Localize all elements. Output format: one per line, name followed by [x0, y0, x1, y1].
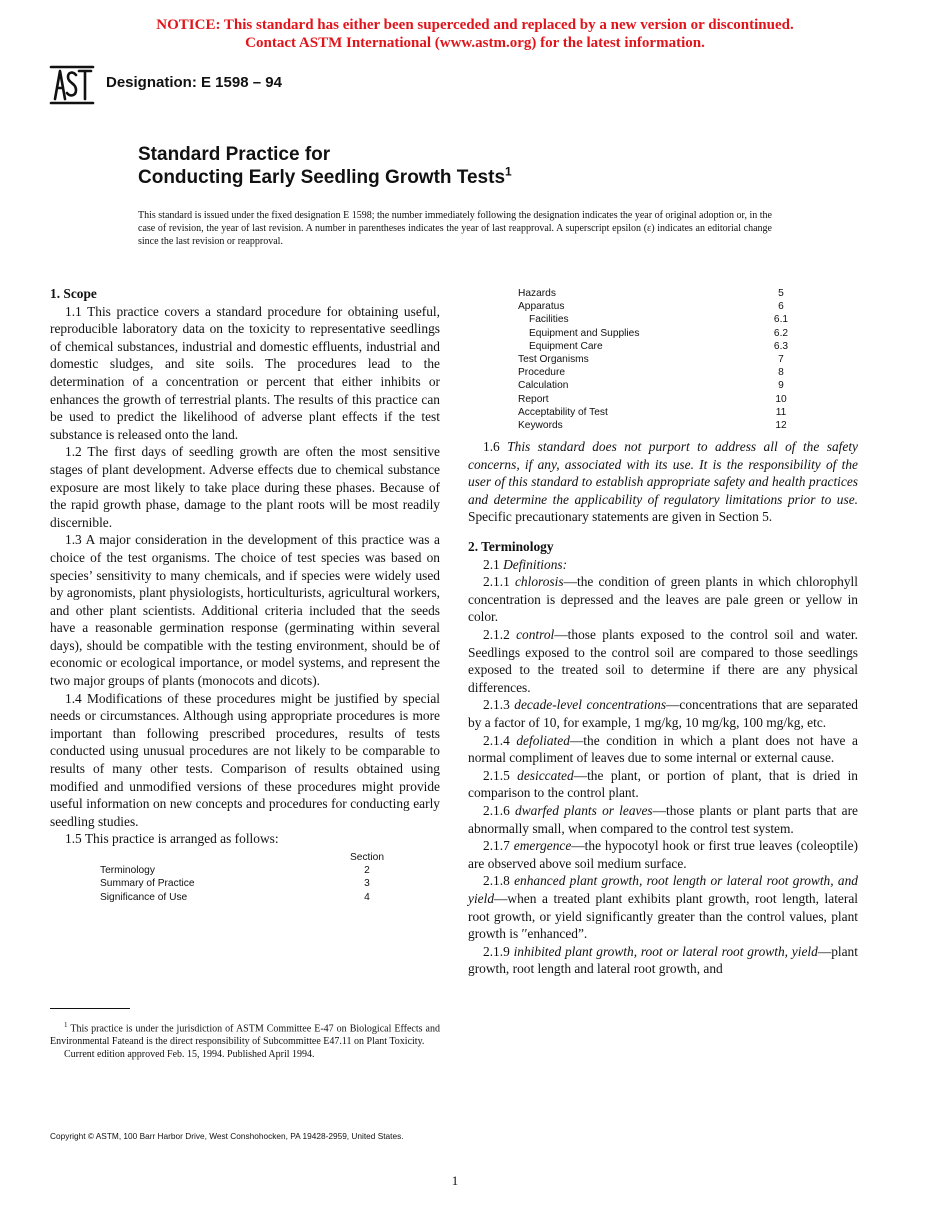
paragraph-number: 2.1: [483, 556, 504, 572]
contents-section-number: 6: [778, 301, 784, 313]
definition-term: defoliated: [516, 732, 570, 748]
paragraph-number: 1.6: [483, 439, 508, 455]
contents-header-section: Section: [350, 852, 384, 863]
definition-item: [468, 732, 858, 767]
contents-label: Summary of Practice: [100, 878, 195, 890]
contents-row: [50, 864, 440, 877]
paragraph-1-5: 1.5 This practice is arranged as follows:: [65, 831, 279, 847]
contents-row: [468, 406, 858, 419]
safety-caveat: This standard does not purport to address all of the safety concerns, if any, associated with its use. It is the responsibility of the user of this standard to establish appropriate safety and health practices and determine the applicability of regulatory limitations prior to use.: [468, 439, 858, 507]
contents-label: Test Organisms: [518, 353, 589, 365]
notice-line-1: NOTICE: This standard has either been superceded and replaced by a new version or discontinued.: [156, 17, 794, 33]
contents-row: [468, 419, 858, 432]
contents-section-number: 11: [775, 406, 787, 418]
title-line-1: Standard Practice for: [138, 144, 331, 165]
contents-label: Equipment and Supplies: [529, 327, 640, 339]
contents-label: Terminology: [100, 865, 155, 877]
definition-item: [468, 696, 858, 731]
left-column: [50, 285, 440, 913]
contents-section-number: 10: [775, 393, 787, 405]
superseded-notice: [0, 16, 950, 52]
definition-item: [468, 573, 858, 626]
section-heading-scope: 1. Scope: [50, 286, 97, 301]
contents-label: Procedure: [518, 367, 566, 379]
contents-row: [468, 393, 858, 406]
definition-item: [468, 943, 858, 978]
title-footnote-mark: 1: [505, 164, 512, 179]
contents-table-right: [468, 287, 858, 432]
contents-row: [468, 300, 858, 313]
contents-section-number: 7: [778, 353, 784, 365]
definition-number: 2.1.3: [483, 697, 515, 713]
definition-number: 2.1.1: [483, 574, 515, 590]
contents-row: [468, 379, 858, 392]
footnote-text: This practice is under the jurisdiction of ASTM Committee E-47 on Biological Effects and Environmental Fateand is the direct responsibility of Subcommittee E47.11 on Plant Toxicity.: [50, 1023, 440, 1048]
page-number: 1: [451, 1173, 459, 1188]
definition-term: emergence: [513, 838, 572, 854]
definition-term: control: [516, 627, 555, 642]
definitions-label: Definitions:: [503, 556, 568, 572]
contents-section-number: 8: [778, 367, 784, 379]
contents-section-number: 3: [364, 878, 370, 890]
contents-section-number: 4: [364, 891, 370, 903]
contents-label: Keywords: [518, 419, 563, 431]
title-text: Conducting Early Seedling Growth Tests: [138, 167, 506, 188]
paragraph-1-3: 1.3 A major consideration in the development of this practice was a choice of the test organisms. The choice of test species was based on species’ sensitivity to many chemicals, and if species were widely used by agronomists, plant physiologists, horticulturists, agricultural workers, and other plant scientists. Additional criteria included that the seeds have a reasonable germination response (germinating within several days), should be compatible with the testing environment, should be of economic or ecological importance, or model systems, and represent the two major groups of plants (monocots and dicots).: [50, 532, 440, 689]
contents-row: [50, 877, 440, 890]
definition-text: —plant growth, root length and lateral root growth, and: [468, 943, 858, 977]
definition-term: dwarfed plants or leaves: [515, 802, 653, 818]
designation: Designation: E 1598 – 94: [106, 74, 282, 91]
contents-header-row: [50, 851, 440, 864]
definition-text: —those plants exposed to the control soil and water. Seedlings exposed to the control soil are compared to those seedlings exposed to the treated soil to determine if there are any physical differences.: [468, 627, 858, 695]
contents-section-number: 5: [778, 288, 784, 299]
contents-label: Equipment Care: [529, 340, 603, 352]
contents-label: Significance of Use: [100, 891, 188, 903]
definition-term: inhibited plant growth, root or lateral root growth, yield: [513, 943, 818, 959]
contents-row: [468, 340, 858, 353]
contents-label: Hazards: [518, 288, 556, 299]
notice-line-2: Contact ASTM International (www.astm.org) for the latest information.: [245, 35, 705, 51]
paragraph-2-1: [468, 556, 858, 574]
footnote: [50, 1019, 440, 1061]
definition-number: 2.1.6: [483, 802, 515, 818]
contents-label: Apparatus: [518, 301, 565, 313]
contents-row: [468, 287, 858, 300]
definition-text: —the condition in which a plant does not have a normal compliment of leaves due to some internal or external cause.: [468, 732, 858, 766]
contents-section-number: 2: [364, 865, 370, 877]
definition-number: 2.1.7: [483, 838, 514, 854]
contents-table-left: [50, 851, 440, 913]
definition-item: [468, 767, 858, 802]
definition-term: desiccated: [517, 767, 574, 783]
definition-number: 2.1.5: [483, 767, 518, 783]
definition-item: [468, 837, 858, 872]
paragraph-text: Specific precautionary statements are given in Section 5.: [468, 509, 773, 525]
definition-text: —the condition of green plants in which chlorophyll concentration is depressed and the leaves are pale green or yellow in color.: [468, 574, 858, 625]
definition-text: —those plants or plant parts that are abnormally small, when compared to the control test system.: [468, 802, 858, 836]
footnote-divider: [50, 1008, 130, 1009]
definition-text: —the plant, or portion of plant, that is dried in comparison to the control plant.: [468, 767, 858, 801]
footnote-edition: Current edition approved Feb. 15, 1994. Published April 1994.: [64, 1049, 315, 1061]
definition-number: 2.1.2: [483, 627, 517, 642]
definition-number: 2.1.4: [483, 732, 517, 748]
definition-item: [468, 872, 858, 942]
definition-text: —the hypocotyl hook or first true leaves (coleoptile) are observed above soil medium surface.: [468, 838, 858, 871]
contents-section-number: 6.1: [773, 314, 789, 326]
contents-section-number: 6.2: [773, 327, 789, 339]
issued-note: This standard is issued under the fixed designation E 1598; the number immediately following the designation indicates the year of original adoption or, in the case of revision, the year of last revision. A number in parentheses indicates the year of last reapproval. A superscript epsilon (ε) indicates an editorial change since the last revision or reapproval.: [138, 210, 772, 247]
definition-term: chlorosis: [514, 574, 564, 590]
contents-label: Facilities: [529, 314, 569, 326]
paragraph-1-6: [468, 438, 858, 526]
definition-number: 2.1.9: [483, 943, 514, 959]
contents-section-number: 9: [778, 380, 784, 392]
footnote-mark: 1: [64, 1021, 68, 1029]
definition-item: [468, 626, 858, 696]
section-heading-terminology: 2. Terminology: [468, 539, 554, 555]
contents-row: [468, 327, 858, 340]
contents-label: Report: [518, 393, 549, 405]
contents-row: [468, 366, 858, 379]
definition-text: —when a treated plant exhibits plant growth, root length, lateral root growth, or yield significantly greater than the control values, plant growth is ′′enhanced”.: [468, 890, 858, 942]
contents-section-number: 6.3: [773, 340, 789, 352]
contents-label: Acceptability of Test: [518, 406, 608, 418]
footnote-jurisdiction: [50, 1019, 440, 1048]
contents-section-number: 12: [775, 419, 787, 431]
definition-text: —concentrations that are separated by a factor of 10, for example, 1 mg/kg, 10 mg/kg, 100 mg/kg, etc.: [468, 697, 858, 730]
paragraph-1-4: 1.4 Modifications of these procedures might be justified by special needs or circumstances. Although using appropriate procedures is more important than following prescribed procedures, results of tests conducted using unusual procedures are not likely to be comparable to results of many other tests. Comparison of results obtained using modified and unmodified versions of these procedures might provide useful information on new concepts and procedures for conducting early seedling studies.: [50, 690, 440, 829]
definition-number: 2.1.8: [483, 873, 515, 889]
definition-item: [468, 802, 858, 837]
astm-logo-icon: [49, 63, 95, 109]
contents-label: Calculation: [518, 380, 569, 392]
right-column: [468, 287, 858, 978]
contents-row: [468, 313, 858, 326]
paragraph-1-1: 1.1 This practice covers a standard procedure for obtaining useful, reproducible laboratory data on the toxicity to representative seedlings of chemical substances, industrial and domestic effluents, industrial and domestic sludges, and site soils. The procedures lead to the determination of a concentration or percent that either inhibits or enhances the growth of terrestrial plants. The results of this practice can be used to predict the likelihood of adverse plant effects if the test substance is released onto the land.: [50, 303, 440, 442]
paragraph-1-2: 1.2 The first days of seedling growth are often the most sensitive stages of plant development. Adverse effects due to chemical substance exposure are most likely to take place during these phases. Because of the rapid growth phase, damage to the plant roots will be most readily discernible.: [50, 444, 440, 530]
title-line-2: [138, 164, 512, 189]
copyright-line: Copyright © ASTM, 100 Barr Harbor Drive, West Conshohocken, PA 19428-2959, United States.: [50, 1131, 404, 1141]
definition-term: decade-level concentrations: [514, 697, 667, 713]
contents-row: [50, 891, 440, 904]
contents-row: [468, 353, 858, 366]
definition-term: enhanced plant growth, root length or lateral root growth, and yield: [468, 873, 858, 906]
